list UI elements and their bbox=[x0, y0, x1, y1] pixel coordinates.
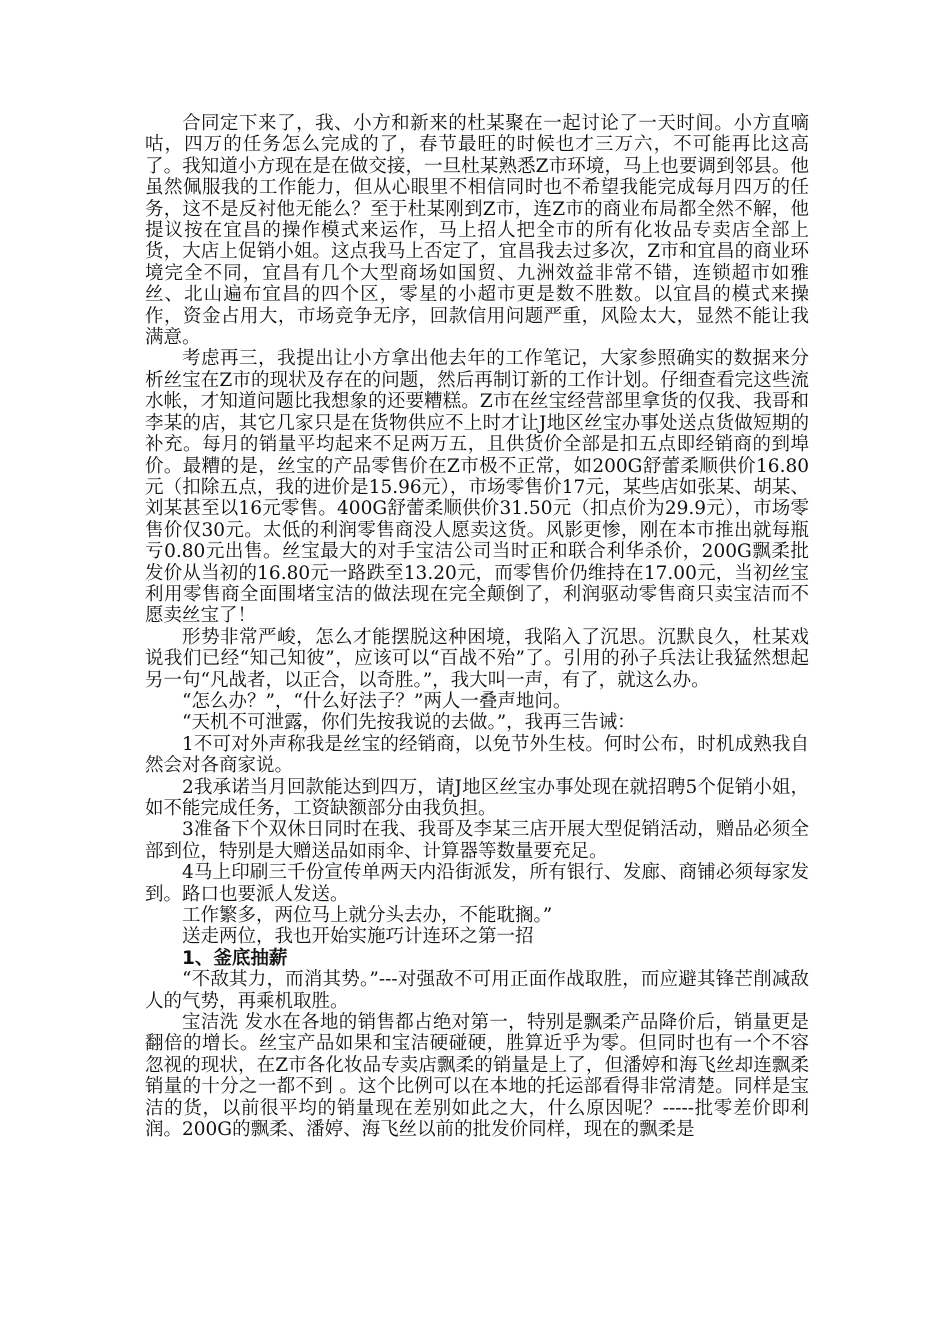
document-body bbox=[145, 113, 809, 1141]
paragraph: 2我承诺当月回款能达到四万，请J地区丝宝办事处现在就招聘5个促销小姐，如不能完成任务，工资缺额部分由我负担。 bbox=[145, 776, 809, 819]
section-heading: 1、釜底抽薪 bbox=[182, 947, 288, 969]
paragraph: 送走两位，我也开始实施巧计连环之第一招 bbox=[182, 926, 534, 948]
paragraph: 3准备下个双休日同时在我、我哥及李某三店开展大型促销活动，赠品必须全部到位，特别是大赠送品如雨伞、计算器等数量要充足。 bbox=[145, 819, 809, 862]
paragraph: 合同定下来了，我、小方和新来的杜某聚在一起讨论了一天时间。小方直嘀咕，四万的任务怎么完成的了，春节最旺的时候也才三万六，不可能再比这高了。我知道小方现在是在做交接，一旦杜某熟悉Z市环境，马上也要调到邻县。他虽然佩服我的工作能力，但从心眼里不相信同时也不希望我能完成每月四万的任务，这不是反衬他无能么？至于杜某刚到Z市，连Z市的商业布局都全然不解，他提议按在宜昌的操作模式来运作，马上招人把全市的所有化妆品专卖店全部上货，大店上促销小姐。这点我马上否定了，宜昌我去过多次，Z市和宜昌的商业环境完全不同，宜昌有几个大型商场如国贸、九洲效益非常不错，连锁超市如雅丝、北山遍布宜昌的四个区，零星的小超市更是数不胜数。以宜昌的模式来操作，资金占用大，市场竞争无序，回款信用问题严重，风险太大，显然不能让我满意。 bbox=[145, 113, 809, 349]
paragraph: 工作繁多，两位马上就分头去办，不能耽搁。” bbox=[182, 905, 553, 927]
paragraph: “天机不可泄露，你们先按我说的去做。”，我再三告诫： bbox=[182, 712, 636, 734]
paragraph: 考虑再三，我提出让小方拿出他去年的工作笔记，大家参照确实的数据来分析丝宝在Z市的现状及存在的问题，然后再制订新的工作计划。仔细查看完这些流水帐，才知道问题比我想象的还要糟糕。Z市在丝宝经营部里拿货的仅我、我哥和李某的店，其它几家只是在货物供应不上时才让J地区丝宝办事处送点货做短期的补充。每月的销量平均起来不足两万五，且供货价全部是扣五点即经销商的到埠价。最糟的是，丝宝的产品零售价在Z市极不正常，如200G舒蕾柔顺供价16.80元（扣除五点，我的进价是15.96元），市场零售价17元，某些店如张某、胡某、刘某甚至以16元零售。400G舒蕾柔顺供价31.50元（扣点价为29.9元），市场零售价仅30元。太低的利润零售商没人愿卖这货。风影更惨，刚在本市推出就每瓶亏0.80元出售。丝宝最大的对手宝洁公司当时正和联合利华杀价，200G飘柔批发价从当初的16.80元一路跌至13.20元，而零售价仍维持在17.00元，当初丝宝利用零售商全面围堵宝洁的做法现在完全颠倒了，利润驱动零售商只卖宝洁而不愿卖丝宝了！ bbox=[145, 348, 809, 627]
paragraph: “不敌其力，而消其势。”---对强敌不可用正面作战取胜，而应避其锋芒削减敌人的气势，再乘机取胜。 bbox=[145, 969, 809, 1012]
paragraph: 形势非常严峻，怎么才能摆脱这种困境，我陷入了沉思。沉默良久，杜某戏说我们已经“知己知彼”，应该可以“百战不殆”了。引用的孙子兵法让我猛然想起另一句“凡战者，以正合，以奇胜。”，我大叫一声，有了，就这么办。 bbox=[145, 626, 809, 691]
paragraph: 1不可对外声称我是丝宝的经销商，以免节外生枝。何时公布，时机成熟我自然会对各商家说。 bbox=[145, 733, 809, 777]
paragraph: “怎么办？”，“什么好法子？”两人一叠声地问。 bbox=[182, 690, 572, 712]
paragraph: 4马上印刷三千份宣传单两天内沿街派发，所有银行、发廊、商铺必须每家发到。路口也要派人发送。 bbox=[145, 862, 809, 905]
paragraph: 宝洁洗 发水在各地的销售都占绝对第一，特别是飘柔产品降价后，销量更是翻倍的增长。丝宝产品如果和宝洁硬碰硬，胜算近乎为零。但同时也有一个不容忽视的现状，在Z市各化妆品专卖店飘柔的销量是上了，但潘婷和海飞丝却连飘柔销量的十分之一都不到 。这个比例可以在本地的托运部看得非常清楚。同样是宝洁的货，以前很平均的销量现在差别如此之大，什么原因呢？-----批零差价即利润。200G的飘柔、潘婷、海飞丝以前的批发价同样，现在的飘柔是 bbox=[145, 1012, 809, 1141]
